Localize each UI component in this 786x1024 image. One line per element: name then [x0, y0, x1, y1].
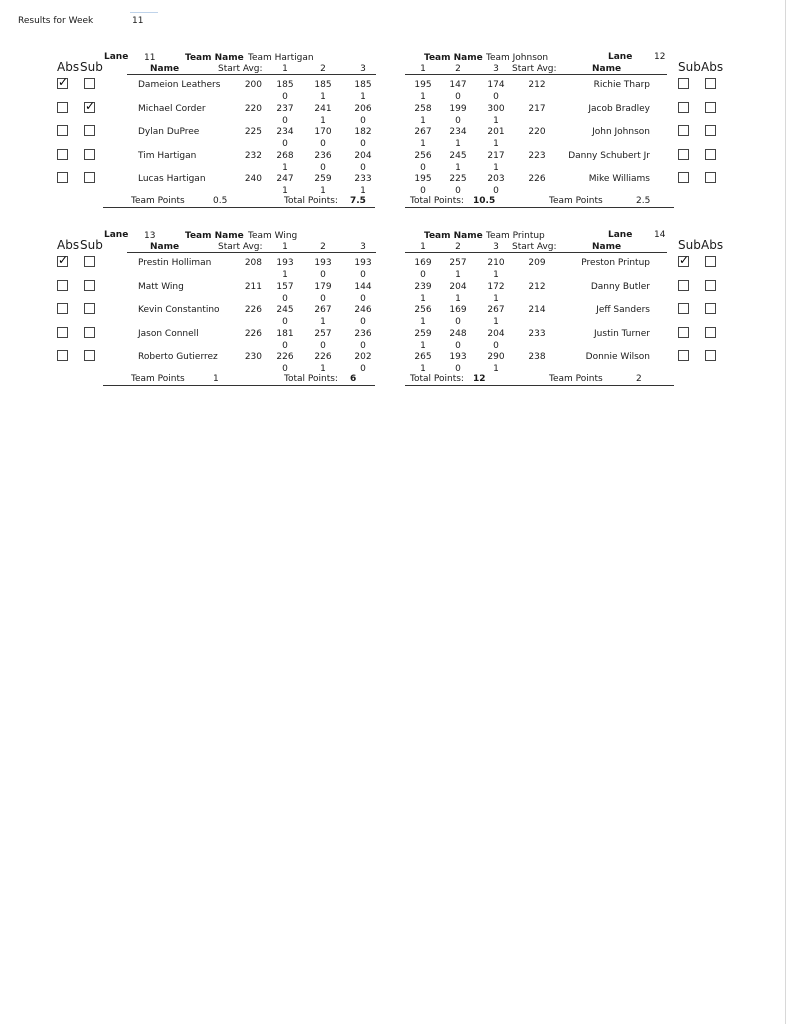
team-points-label: Team Points — [131, 374, 185, 384]
game-3-point: 0 — [360, 162, 366, 173]
game-1-header: 1 — [420, 242, 426, 252]
total-points-value: 10.5 — [473, 196, 496, 206]
sub-checkbox[interactable] — [84, 350, 95, 361]
game-2-score: 245 — [449, 150, 467, 161]
game-1-score: 185 — [276, 80, 294, 90]
bowler-name: Richie Tharp — [593, 80, 650, 90]
bowler-name: Donnie Wilson — [585, 352, 650, 362]
sub-checkbox[interactable] — [678, 172, 689, 183]
game-1-point: 1 — [420, 139, 426, 149]
game-1-header: 1 — [420, 64, 426, 74]
header-rule — [405, 74, 667, 75]
start-avg-header: Start Avg: — [512, 64, 557, 74]
game-1-point: 1 — [282, 162, 288, 173]
game-3-header: 3 — [360, 64, 366, 74]
team-points-label: Team Points — [549, 196, 603, 206]
team-points-value: 2 — [636, 374, 642, 384]
game-2-score: 241 — [314, 103, 332, 114]
game-2-header: 2 — [320, 64, 326, 74]
sub-header: Sub — [80, 60, 103, 74]
game-2-point: 0 — [455, 364, 461, 374]
total-points-label: Total Points: — [284, 196, 338, 206]
sub-checkbox[interactable] — [678, 149, 689, 160]
abs-checkbox[interactable] — [705, 350, 716, 361]
game-3-score: 174 — [487, 80, 505, 90]
game-1-score: 256 — [414, 305, 432, 315]
abs-checkbox[interactable] — [57, 125, 68, 136]
game-1-score: 247 — [276, 174, 294, 184]
total-points-label: Total Points: — [410, 196, 464, 206]
sub-checkbox[interactable] — [84, 78, 95, 89]
header-rule — [127, 252, 376, 253]
start-avg: 232 — [244, 150, 262, 161]
game-1-header: 1 — [282, 64, 288, 74]
results-label: Results for Week — [18, 16, 94, 26]
game-1-point: 0 — [282, 115, 288, 126]
team-points-label: Team Points — [549, 374, 603, 384]
game-2-score: 248 — [449, 328, 467, 339]
abs-checkbox[interactable] — [705, 172, 716, 183]
start-avg-header: Start Avg: — [218, 242, 263, 252]
game-1-score: 195 — [414, 174, 432, 184]
totals-rule — [405, 207, 674, 208]
bowler-name: Dylan DuPree — [138, 127, 200, 137]
game-1-point: 1 — [420, 92, 426, 102]
game-1-score: 245 — [276, 305, 294, 315]
game-1-point: 1 — [420, 340, 426, 351]
game-3-point: 1 — [360, 186, 366, 196]
game-1-score: 237 — [276, 103, 294, 114]
game-1-point: 1 — [420, 115, 426, 126]
abs-checkbox[interactable] — [57, 280, 68, 291]
abs-header: Abs — [57, 238, 80, 252]
start-avg: 240 — [244, 174, 262, 184]
game-3-score: 182 — [354, 127, 372, 137]
game-2-point: 1 — [320, 115, 326, 126]
game-3-score: 201 — [487, 127, 505, 137]
game-3-point: 1 — [493, 364, 499, 374]
abs-header: Abs — [57, 60, 80, 74]
game-3-point: 0 — [493, 340, 499, 351]
abs-header: Abs — [701, 60, 724, 74]
abs-checkbox[interactable] — [57, 149, 68, 160]
start-avg: 212 — [528, 80, 546, 90]
game-2-point: 1 — [320, 186, 326, 196]
game-2-header: 2 — [455, 64, 461, 74]
sub-header: Sub — [80, 238, 103, 252]
game-3-score: 210 — [487, 258, 505, 268]
game-2-score: 257 — [449, 258, 467, 268]
bowler-name: Preston Printup — [581, 258, 650, 268]
game-2-score: 169 — [449, 305, 467, 315]
game-2-score: 204 — [449, 281, 467, 292]
abs-checkbox[interactable] — [57, 256, 68, 267]
game-2-score: 234 — [449, 127, 467, 137]
game-1-score: 195 — [414, 80, 432, 90]
sub-checkbox[interactable] — [84, 125, 95, 136]
bowler-name: Danny Schubert Jr — [568, 150, 650, 161]
team-points-label: Team Points — [131, 196, 185, 206]
bowler-name: Jeff Sanders — [596, 305, 650, 315]
game-3-score: 267 — [487, 305, 505, 315]
total-points-label: Total Points: — [410, 374, 464, 384]
game-1-score: 268 — [276, 150, 294, 161]
game-3-header: 3 — [493, 242, 499, 252]
game-2-point: 0 — [320, 293, 326, 304]
start-avg: 211 — [244, 281, 262, 292]
bowler-name: Prestin Holliman — [138, 258, 212, 268]
team-points-value: 1 — [213, 374, 219, 384]
game-3-score: 233 — [354, 174, 372, 184]
game-2-point: 1 — [320, 92, 326, 102]
game-1-score: 259 — [414, 328, 432, 339]
lane-number: 14 — [654, 230, 666, 240]
start-avg: 223 — [528, 150, 546, 161]
game-3-score: 144 — [354, 281, 372, 292]
abs-checkbox[interactable] — [57, 327, 68, 338]
game-1-score: 193 — [276, 258, 294, 268]
game-1-score: 169 — [414, 258, 432, 268]
game-3-header: 3 — [360, 242, 366, 252]
game-2-score: 236 — [314, 150, 332, 161]
start-avg: 208 — [244, 258, 262, 268]
total-points-value: 7.5 — [350, 196, 366, 206]
total-points-label: Total Points: — [284, 374, 338, 384]
start-avg: 220 — [528, 127, 546, 137]
sub-checkbox[interactable] — [84, 172, 95, 183]
lane-label: Lane — [608, 52, 633, 62]
header-rule — [405, 252, 667, 253]
game-2-point: 0 — [455, 186, 461, 196]
start-avg: 238 — [528, 352, 546, 362]
game-3-point: 0 — [360, 340, 366, 351]
game-3-score: 206 — [354, 103, 372, 114]
team-points-value: 0.5 — [213, 196, 228, 206]
game-2-score: 193 — [314, 258, 332, 268]
game-3-point: 0 — [360, 115, 366, 126]
game-1-score: 265 — [414, 352, 432, 362]
game-3-score: 236 — [354, 328, 372, 339]
game-3-point: 0 — [493, 92, 499, 102]
lane-label: Lane — [608, 230, 633, 240]
game-1-point: 1 — [420, 293, 426, 304]
sub-checkbox[interactable] — [678, 78, 689, 89]
abs-checkbox[interactable] — [705, 78, 716, 89]
start-avg: 220 — [244, 103, 262, 114]
game-3-score: 204 — [487, 328, 505, 339]
game-2-point: 0 — [455, 317, 461, 327]
sub-checkbox[interactable] — [84, 102, 95, 113]
game-2-point: 1 — [455, 293, 461, 304]
lane-label: Lane — [104, 52, 129, 62]
game-3-point: 0 — [360, 317, 366, 327]
abs-checkbox[interactable] — [705, 256, 716, 267]
lane-number: 12 — [654, 52, 666, 62]
game-1-score: 181 — [276, 328, 294, 339]
game-3-score: 203 — [487, 174, 505, 184]
sub-checkbox[interactable] — [678, 327, 689, 338]
game-3-point: 0 — [360, 293, 366, 304]
bowler-name: Jason Connell — [138, 328, 199, 339]
game-3-score: 193 — [354, 258, 372, 268]
game-2-point: 1 — [455, 139, 461, 149]
total-points-value: 6 — [350, 374, 357, 384]
game-2-point: 1 — [320, 364, 326, 374]
sub-checkbox[interactable] — [678, 102, 689, 113]
game-2-point: 0 — [455, 115, 461, 126]
start-avg: 226 — [528, 174, 546, 184]
sub-checkbox[interactable] — [84, 256, 95, 267]
team-name-label: Team Name — [185, 231, 244, 241]
sub-checkbox[interactable] — [678, 280, 689, 291]
game-1-score: 239 — [414, 281, 432, 292]
game-2-header: 2 — [455, 242, 461, 252]
start-avg: 209 — [528, 258, 546, 268]
game-3-score: 185 — [354, 80, 372, 90]
sub-header: Sub — [678, 60, 701, 74]
start-avg: 226 — [244, 328, 262, 339]
start-avg: 225 — [244, 127, 262, 137]
bowler-name: Dameion Leathers — [138, 80, 221, 90]
team-name: Team Johnson — [486, 53, 549, 63]
sub-checkbox[interactable] — [678, 303, 689, 314]
game-2-score: 226 — [314, 352, 332, 362]
bowler-name: Lucas Hartigan — [138, 174, 206, 184]
sub-checkbox[interactable] — [678, 125, 689, 136]
abs-checkbox[interactable] — [705, 327, 716, 338]
game-3-point: 1 — [493, 270, 499, 280]
abs-checkbox[interactable] — [705, 125, 716, 136]
start-avg: 233 — [528, 328, 546, 339]
game-1-point: 0 — [282, 293, 288, 304]
abs-checkbox[interactable] — [57, 303, 68, 314]
game-2-point: 1 — [455, 270, 461, 280]
team-name: Team Printup — [486, 231, 545, 241]
game-1-point: 0 — [420, 270, 426, 280]
game-3-point: 1 — [493, 293, 499, 304]
game-2-score: 185 — [314, 80, 332, 90]
game-3-point: 1 — [360, 92, 366, 102]
game-1-point: 1 — [420, 317, 426, 327]
sub-checkbox[interactable] — [84, 149, 95, 160]
start-avg: 217 — [528, 103, 546, 114]
game-1-point: 0 — [282, 139, 288, 149]
game-2-score: 225 — [449, 174, 467, 184]
game-2-score: 257 — [314, 328, 332, 339]
sub-header: Sub — [678, 238, 701, 252]
abs-checkbox[interactable] — [57, 350, 68, 361]
bowler-name: Jacob Bradley — [588, 103, 650, 114]
sub-checkbox[interactable] — [84, 327, 95, 338]
game-1-point: 0 — [420, 162, 426, 173]
start-avg: 212 — [528, 281, 546, 292]
start-avg-header: Start Avg: — [218, 64, 263, 74]
game-1-point: 1 — [282, 270, 288, 280]
lane-number: 13 — [144, 231, 156, 241]
game-1-point: 0 — [420, 186, 426, 196]
game-1-point: 1 — [420, 364, 426, 374]
start-avg: 214 — [528, 305, 546, 315]
game-3-score: 217 — [487, 150, 505, 161]
game-1-point: 1 — [282, 186, 288, 196]
team-name: Team Wing — [248, 231, 298, 241]
game-2-header: 2 — [320, 242, 326, 252]
bowler-name: Matt Wing — [138, 281, 184, 292]
start-avg: 230 — [244, 352, 262, 362]
game-1-score: 226 — [276, 352, 294, 362]
name-header: Name — [150, 242, 180, 252]
total-points-value: 12 — [473, 374, 486, 384]
sub-checkbox[interactable] — [678, 350, 689, 361]
game-3-point: 1 — [493, 317, 499, 327]
team-name-label: Team Name — [185, 53, 244, 63]
game-3-point: 0 — [360, 364, 366, 374]
abs-checkbox[interactable] — [705, 303, 716, 314]
abs-checkbox[interactable] — [57, 172, 68, 183]
game-3-score: 172 — [487, 281, 505, 292]
game-1-score: 258 — [414, 103, 432, 114]
game-2-score: 170 — [314, 127, 332, 137]
abs-header: Abs — [701, 238, 724, 252]
game-2-point: 1 — [455, 162, 461, 173]
game-3-point: 1 — [493, 139, 499, 149]
totals-rule — [405, 385, 674, 386]
game-1-point: 0 — [282, 92, 288, 102]
name-header: Name — [592, 64, 622, 74]
game-3-score: 204 — [354, 150, 372, 161]
abs-checkbox[interactable] — [705, 149, 716, 160]
abs-checkbox[interactable] — [705, 102, 716, 113]
game-3-score: 246 — [354, 305, 372, 315]
bowler-name: John Johnson — [592, 127, 650, 137]
header-rule — [127, 74, 376, 75]
lane-number: 11 — [144, 53, 156, 63]
game-3-point: 1 — [493, 162, 499, 173]
game-2-point: 0 — [320, 139, 326, 149]
bowler-name: Mike Williams — [588, 174, 650, 184]
game-2-point: 0 — [455, 340, 461, 351]
game-1-score: 234 — [276, 127, 294, 137]
team-points-value: 2.5 — [636, 196, 651, 206]
bowler-name: Justin Turner — [594, 328, 650, 339]
sub-checkbox[interactable] — [678, 256, 689, 267]
bowler-name: Tim Hartigan — [138, 150, 197, 161]
game-2-point: 0 — [320, 340, 326, 351]
start-avg: 226 — [244, 305, 262, 315]
totals-rule — [103, 207, 375, 208]
team-name: Team Hartigan — [248, 53, 314, 63]
game-3-point: 1 — [493, 115, 499, 126]
game-3-score: 300 — [487, 103, 505, 114]
game-2-score: 267 — [314, 305, 332, 315]
game-3-score: 290 — [487, 352, 505, 362]
game-2-score: 259 — [314, 174, 332, 184]
game-1-point: 0 — [282, 340, 288, 351]
game-2-score: 179 — [314, 281, 332, 292]
lane-label: Lane — [104, 230, 129, 240]
game-2-point: 0 — [455, 92, 461, 102]
abs-checkbox[interactable] — [57, 78, 68, 89]
bowler-name: Michael Corder — [138, 103, 206, 114]
start-avg: 200 — [244, 80, 262, 90]
abs-checkbox[interactable] — [57, 102, 68, 113]
totals-rule — [103, 385, 375, 386]
start-avg-header: Start Avg: — [512, 242, 557, 252]
bowler-name: Kevin Constantino — [138, 305, 220, 315]
sub-checkbox[interactable] — [84, 303, 95, 314]
abs-checkbox[interactable] — [705, 280, 716, 291]
bowler-name: Roberto Gutierrez — [138, 352, 218, 362]
game-1-score: 267 — [414, 127, 432, 137]
game-3-point: 0 — [493, 186, 499, 196]
game-3-header: 3 — [493, 64, 499, 74]
game-2-score: 193 — [449, 352, 467, 362]
team-name-label: Team Name — [424, 231, 483, 241]
game-1-point: 0 — [282, 364, 288, 374]
game-3-score: 202 — [354, 352, 372, 362]
game-2-point: 0 — [320, 270, 326, 280]
name-header: Name — [150, 64, 180, 74]
game-2-point: 0 — [320, 162, 326, 173]
game-1-header: 1 — [282, 242, 288, 252]
game-1-score: 256 — [414, 150, 432, 161]
game-3-point: 0 — [360, 139, 366, 149]
game-1-score: 157 — [276, 281, 294, 292]
sub-checkbox[interactable] — [84, 280, 95, 291]
week-value: 11 — [132, 16, 144, 26]
game-3-point: 0 — [360, 270, 366, 280]
name-header: Name — [592, 242, 622, 252]
game-2-score: 147 — [449, 80, 467, 90]
team-name-label: Team Name — [424, 53, 483, 63]
game-1-point: 0 — [282, 317, 288, 327]
game-2-score: 199 — [449, 103, 467, 114]
bowler-name: Danny Butler — [590, 281, 650, 292]
game-2-point: 1 — [320, 317, 326, 327]
